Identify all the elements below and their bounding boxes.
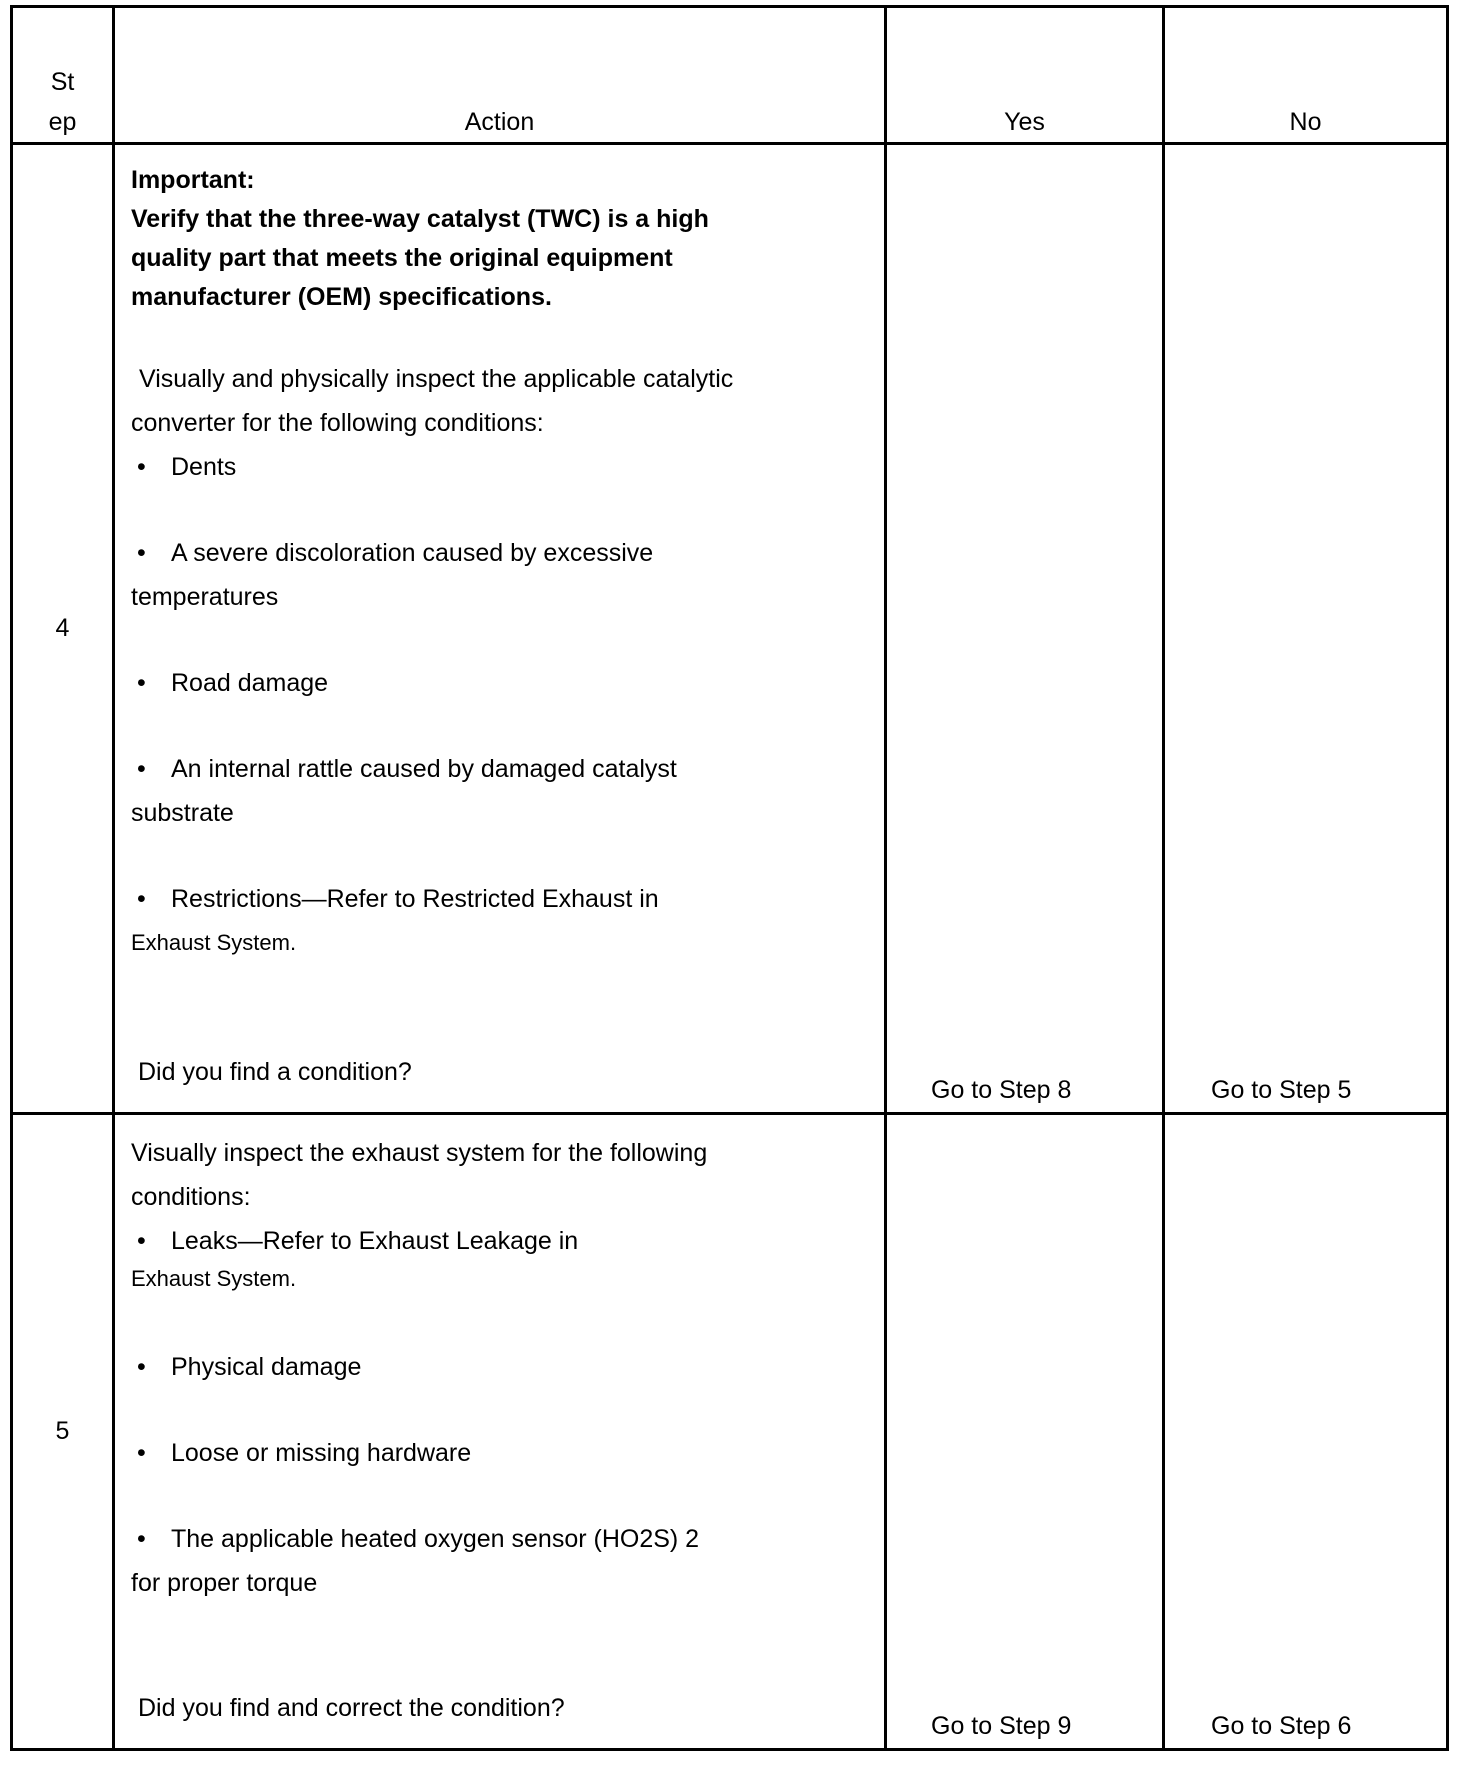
action-cell xyxy=(114,1114,886,1750)
list-item-continuation: for proper torque xyxy=(131,1569,318,1597)
yes-cell xyxy=(886,1114,1164,1750)
bullet-icon: • xyxy=(137,1439,146,1467)
bullet-icon: • xyxy=(137,1525,146,1553)
no-cell xyxy=(1164,1114,1448,1750)
yes-result: Go to Step 9 xyxy=(931,1712,1072,1740)
step-header-line1: St xyxy=(50,68,75,96)
yes-cell xyxy=(886,144,1164,1114)
list-item-continuation: substrate xyxy=(131,799,234,827)
bullet-icon: • xyxy=(137,453,146,481)
list-item-continuation: Exhaust System. xyxy=(131,1266,297,1291)
question-text: Did you find and correct the condition? xyxy=(138,1694,565,1722)
bullet-icon: • xyxy=(137,1353,146,1381)
table-row-step-4 xyxy=(12,144,1448,1114)
bullet-icon: • xyxy=(137,539,146,567)
list-item: • A severe discoloration caused by excessive xyxy=(131,531,884,575)
intro-line-2: converter for the following conditions: xyxy=(131,409,544,437)
list-item-continuation: temperatures xyxy=(131,583,279,611)
list-item: • Physical damage xyxy=(131,1345,884,1389)
list-item: • Road damage xyxy=(131,661,884,705)
no-result: Go to Step 6 xyxy=(1211,1712,1352,1740)
step-number: 4 xyxy=(12,144,114,1114)
yes-header: Yes xyxy=(886,7,1164,144)
list-item: • Restrictions—Refer to Restricted Exhaust in xyxy=(131,877,884,921)
no-cell xyxy=(1164,144,1448,1114)
list-item-continuation: Exhaust System. xyxy=(131,930,297,955)
question-text: Did you find a condition? xyxy=(138,1058,412,1086)
step-header-line2: ep xyxy=(48,108,77,136)
important-note xyxy=(131,145,884,317)
intro-line-1: Visually inspect the exhaust system for the following xyxy=(131,1139,708,1167)
step-header xyxy=(12,7,114,144)
bullet-icon: • xyxy=(137,669,146,697)
list-item: • Dents xyxy=(131,445,884,489)
header-row xyxy=(12,7,1448,144)
no-result: Go to Step 5 xyxy=(1211,1076,1352,1104)
diagnostic-table xyxy=(10,5,1449,1751)
list-item: • Loose or missing hardware xyxy=(131,1431,884,1475)
yes-result: Go to Step 8 xyxy=(931,1076,1072,1104)
bullet-icon: • xyxy=(137,885,146,913)
table-row-step-5 xyxy=(12,1114,1448,1750)
no-header: No xyxy=(1164,7,1448,144)
bullet-icon: • xyxy=(137,755,146,783)
important-text: Verify that the three-way catalyst (TWC) is a high quality part that meets the original equipment manufacturer (OEM) specifications. xyxy=(131,205,709,311)
action-header: Action xyxy=(114,7,886,144)
list-item: • Leaks—Refer to Exhaust Leakage in xyxy=(131,1219,884,1263)
intro-line-2: conditions: xyxy=(131,1183,251,1211)
list-item: • An internal rattle caused by damaged catalyst xyxy=(131,747,884,791)
bullet-icon: • xyxy=(137,1227,146,1255)
intro-line-1: Visually and physically inspect the applicable catalytic xyxy=(139,365,734,393)
action-cell xyxy=(114,144,886,1114)
list-item: • The applicable heated oxygen sensor (HO2S) 2 xyxy=(131,1517,884,1561)
important-label: Important: xyxy=(131,166,255,194)
step-number: 5 xyxy=(12,1114,114,1750)
